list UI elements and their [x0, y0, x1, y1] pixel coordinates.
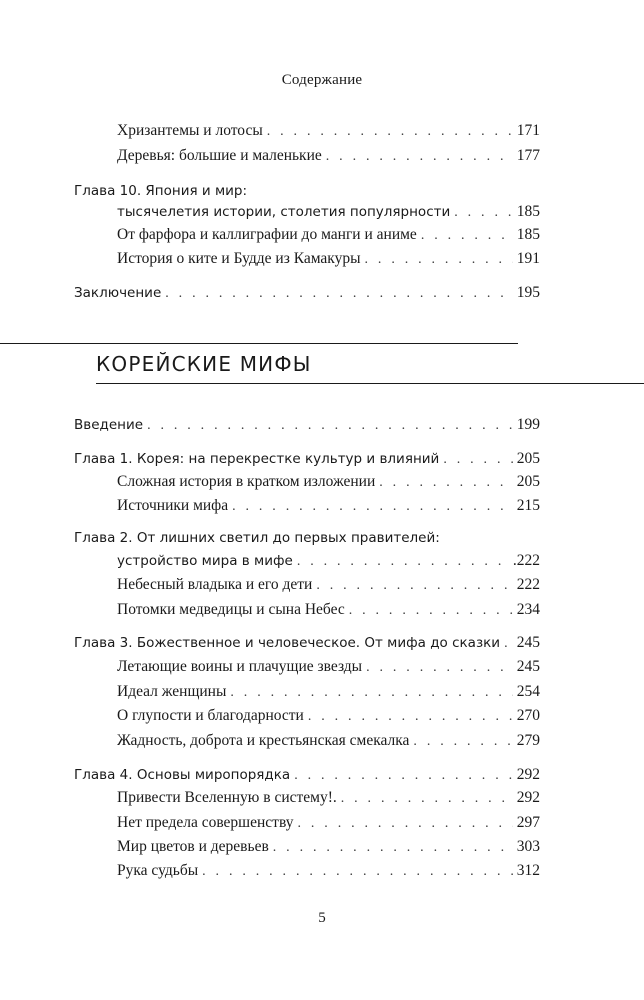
- toc-entry-page: 222: [516, 576, 540, 593]
- toc-entry-page: 292: [516, 789, 540, 806]
- toc-entry-title: Привести Вселенную в систему!.: [117, 789, 337, 806]
- toc-chapter-page: 292: [516, 766, 540, 783]
- toc-entry: [117, 496, 540, 517]
- toc-entry-page: 312: [516, 862, 540, 879]
- leader-dots: [273, 838, 513, 858]
- leader-dots: [298, 814, 513, 834]
- toc-entry: [117, 837, 540, 858]
- toc-entry-title: О глупости и благодарности: [117, 707, 304, 724]
- leader-dots: [294, 766, 513, 786]
- chapter-3-title: Глава 3. Божественное и человеческое. От мифа до сказки: [74, 635, 501, 651]
- chapter-1-title: Глава 1. Корея: на перекрестке культур и влияний: [74, 451, 440, 467]
- toc-chapter: [74, 633, 540, 654]
- toc-chapter-page: 205: [516, 450, 540, 467]
- chapter-10-title-line1: Глава 10. Япония и мир:: [74, 183, 248, 199]
- toc-chapter: [74, 449, 540, 470]
- toc-entry-page: 171: [516, 122, 540, 139]
- toc-entry: [117, 682, 540, 703]
- toc-entry-title: Летающие воины и плачущие звезды: [117, 658, 363, 675]
- section-rule-bottom: [96, 383, 644, 384]
- leader-dots: [326, 147, 513, 167]
- toc-entry-page: 279: [516, 732, 540, 749]
- toc-entry: [117, 225, 540, 246]
- toc-entry-title: Мир цветов и деревьев: [117, 838, 269, 855]
- toc-chapter-page: 185: [516, 203, 540, 220]
- leader-dots: [308, 707, 513, 727]
- chapter-10-title-line2: тысячелетия истории, столетия популярности: [117, 204, 451, 220]
- toc-entry: [117, 861, 540, 882]
- toc-entry: [117, 600, 540, 621]
- leader-dots: [504, 634, 513, 654]
- leader-dots: [421, 226, 513, 246]
- leader-dots: [165, 284, 512, 304]
- toc-entry-title: Идеал женщины: [117, 683, 227, 700]
- leader-dots: [341, 789, 513, 809]
- leader-dots: [379, 473, 512, 493]
- conclusion-title: Заключение: [74, 285, 162, 301]
- leader-dots: [316, 576, 512, 596]
- toc-entry-title: Хризантемы и лотосы: [117, 122, 263, 139]
- running-head: Содержание: [281, 72, 363, 88]
- toc-entry-page: 270: [516, 707, 540, 724]
- toc-entry-title: Потомки медведицы и сына Небес: [117, 601, 345, 618]
- toc-entry-title: Деревья: большие и маленькие: [117, 147, 322, 164]
- leader-dots: [230, 683, 512, 703]
- toc-entry-title: От фарфора и каллиграфии до манги и аниме: [117, 226, 417, 243]
- leader-dots: [297, 552, 509, 572]
- toc-entry-page: 177: [516, 147, 540, 164]
- leader-dots: [443, 450, 512, 470]
- chapter-2-title-line2: устройство мира в мифе: [117, 553, 293, 569]
- leader-dots: [413, 732, 512, 752]
- toc-entry-title: Небесный владыка и его дети: [117, 576, 313, 593]
- toc-chapter: [74, 415, 540, 436]
- toc-chapter-page: .222: [512, 552, 540, 569]
- toc-entry-title: Жадность, доброта и крестьянская смекалка: [117, 732, 410, 749]
- toc-chapter-page: 245: [516, 634, 540, 651]
- chapter-4-title: Глава 4. Основы миропорядка: [74, 767, 291, 783]
- intro-title: Введение: [74, 417, 144, 433]
- toc-entry-page: 234: [516, 601, 540, 618]
- toc-entry-page: 185: [516, 226, 540, 243]
- chapter-2-title-line1: Глава 2. От лишних светил до первых правителей:: [74, 530, 440, 546]
- toc-entry-page: 191: [516, 250, 540, 267]
- toc-chapter: [117, 202, 540, 223]
- toc-chapter: [74, 283, 540, 304]
- leader-dots: [147, 416, 513, 436]
- toc-entry: [117, 813, 540, 834]
- toc-entry: [117, 472, 540, 493]
- toc-entry-title: Нет предела совершенству: [117, 814, 294, 831]
- toc-entry: [117, 249, 540, 270]
- toc-entry-page: 215: [516, 497, 540, 514]
- toc-entry: [117, 575, 540, 596]
- leader-dots: [366, 658, 513, 678]
- toc-entry-page: 245: [516, 658, 540, 675]
- toc-entry: [117, 657, 540, 678]
- toc-chapter-page: 199: [516, 416, 540, 433]
- section-rule-top: [0, 343, 518, 344]
- leader-dots: [267, 122, 513, 142]
- toc-entry-title: Рука судьбы: [117, 862, 199, 879]
- toc-entry-page: 297: [516, 814, 540, 831]
- page-number: 5: [318, 910, 326, 926]
- leader-dots: [202, 862, 513, 882]
- leader-dots: [232, 497, 513, 517]
- toc-entry: [117, 146, 540, 167]
- toc-chapter: [117, 551, 540, 572]
- toc-entry-title: Источники мифа: [117, 497, 229, 514]
- toc-entry: [117, 706, 540, 727]
- toc-entry-title: История о ките и Будде из Камакуры: [117, 250, 361, 267]
- toc-chapter-page: 195: [516, 284, 540, 301]
- toc-entry: [117, 121, 540, 142]
- toc-entry: [117, 788, 540, 809]
- toc-entry-page: 205: [516, 473, 540, 490]
- leader-dots: [365, 250, 513, 270]
- leader-dots: [454, 203, 513, 223]
- section-title: КОРЕЙСКИЕ МИФЫ: [96, 352, 312, 376]
- toc-entry: [117, 731, 540, 752]
- toc-entry-page: 303: [516, 838, 540, 855]
- toc-chapter: [74, 765, 540, 786]
- toc-entry-title: Сложная история в кратком изложении: [117, 473, 376, 490]
- toc-entry-page: 254: [516, 683, 540, 700]
- leader-dots: [349, 601, 513, 621]
